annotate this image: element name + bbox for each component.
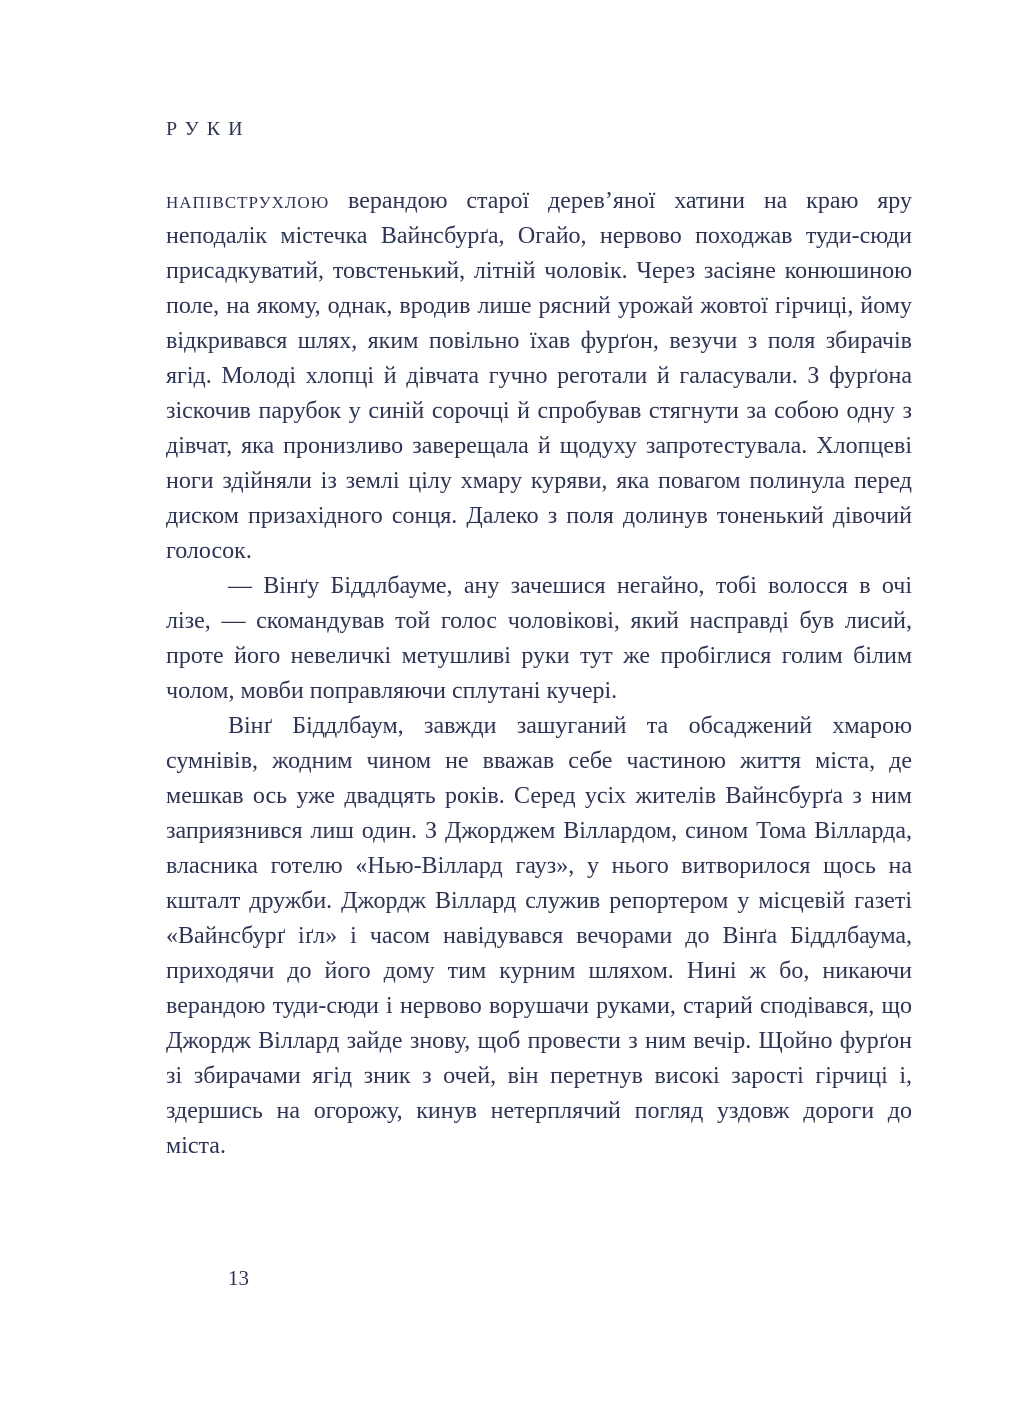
paragraph: — Вінґу Біддлбауме, ану зачешися негайно, тобі волосся в очі лізе, — скомандував той голос чоловікові, який насправді був лисий, проте його невеличкі метушливі руки тут же пробіглися голим білим чолом, мовби поправляючи сплутані кучері. bbox=[166, 573, 912, 704]
body-text-block bbox=[166, 184, 912, 1164]
running-header: РУКИ bbox=[166, 118, 251, 140]
paragraph bbox=[166, 184, 912, 569]
paragraph: Вінґ Біддлбаум, завжди зашуганий та обсаджений хмарою сумнівів, жодним чином не вважав себе частиною життя міста, де мешкав ось уже двадцять років. Серед усіх жителів Вайнсбурґа з ним заприязнився лиш один. З Джорджем Віллардом, сином Тома Вілларда, власника готелю «Нью-Віллард гауз», у нього витворилося щось на кшталт дружби. Джордж Віллард служив репортером у місцевій газеті «Вайнсбурґ іґл» і часом навідувався вечорами до Вінґа Біддлбаума, приходячи до його дому тим курним шляхом. Нині ж бо, никаючи верандою туди-сюди і нервово ворушачи руками, старий сподівався, що Джордж Віллард зайде знову, щоб провести з ним вечір. Щойно фурґон зі збирачами ягід зник з очей, він перетнув високі зарості гірчиці і, здершись на огорожу, кинув нетерплячий погляд уздовж дороги до міста. bbox=[166, 713, 912, 1159]
paragraph-lead-word: напівструхлою bbox=[166, 188, 330, 214]
page-number: 13 bbox=[228, 1266, 249, 1290]
paragraph-text: верандою старої дерев’яної хатини на краю яру неподалік містечка Вайнсбурґа, Огайо, нервово походжав туди-сюди присадкуватий, товстенький, літній чоловік. Через засіяне конюшиною поле, на якому, однак, вродив лише рясний урожай жовтої гірчиці, йому відкривався шлях, яким повільно їхав фурґон, везучи з поля збирачів ягід. Молоді хлопці й дівчата гучно реготали й галасували. З фурґона зіскочив парубок у синій сорочці й спробував стягнути за собою одну з дівчат, яка пронизливо заверещала й щодуху запротестувала. Хлопцеві ноги здійняли із землі цілу хмару куряви, яка повагом полинула перед диском призахідного сонця. Далеко з поля долинув тоненький дівочий голосок. bbox=[166, 188, 912, 564]
